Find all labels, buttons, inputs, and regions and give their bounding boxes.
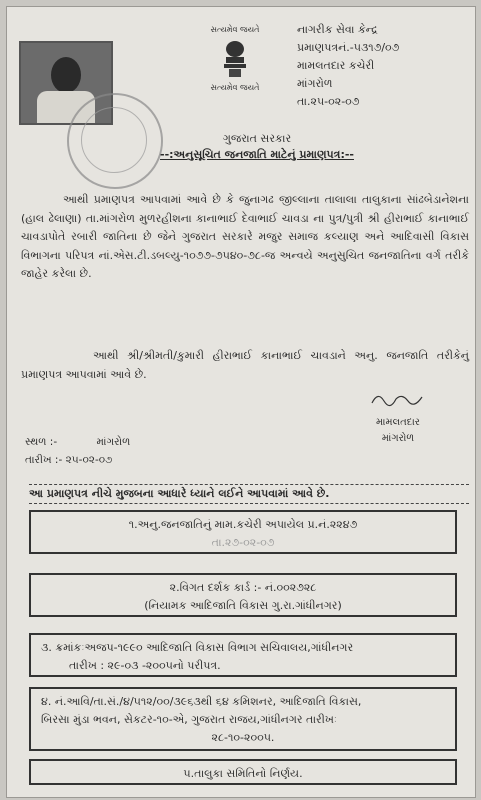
basis-heading: આ પ્રમાણપત્ર નીચે મુજબના આધારે ધ્યાને લઈને આપવામાં આવે છે. <box>29 484 469 504</box>
government-name: ગુજરાત સરકાર <box>222 132 292 145</box>
date-value: ૨૫-૦૨-૦૭ <box>65 454 113 466</box>
item-2-line-2: (નિયામક આદિજાતિ વિકાસ ગુ.રા.ગાંધીનગર) <box>144 599 342 612</box>
basis-item-4 <box>29 687 457 751</box>
signatory-title: મામલતદાર <box>376 417 420 428</box>
state-emblem <box>195 25 275 93</box>
issue-date: તા.૨૫-૦૨-૦૭ <box>297 95 360 108</box>
date-label: તારીખ :- <box>25 454 63 466</box>
basis-item-3 <box>29 633 457 677</box>
certificate-title: --:અનુસૂચિત જનજાતિ માટેનું પ્રમાણપત્ર:-- <box>160 148 354 161</box>
certificate-number: પ્રમાણપત્રનં.-૫૩૧૭/૦૭ <box>297 41 400 54</box>
signature-block <box>343 389 453 447</box>
title-block <box>107 131 407 163</box>
certificate-body <box>21 191 469 284</box>
place-label: સ્થળ :- <box>25 436 58 448</box>
signature-scrawl <box>368 389 428 409</box>
item-4-line-1: ૪. નં.આવિ/તા.સં./૪/૫૧૨/૦૦/૩૯૬૩થી ૬૪ કમિશનર, આદિજાતિ વિકાસ, <box>41 695 362 708</box>
body-paragraph-2: આથી શ્રી/શ્રીમતી/કુમારી હીરાભાઈ કાનાભાઈ ચાવડાને અનુ. જનજાતિ તરીકેનું પ્રમાણપત્ર આપવામાં આવે છે. <box>21 349 469 381</box>
lion-capital-icon <box>220 39 250 79</box>
item-4-line-2: બિરસા મુંડા ભવન, સેકટર-૧૦-એ, ગુજરાત રાજય,ગાંધીનગર તારીખઃ <box>41 713 338 726</box>
basis-item-1 <box>29 510 457 554</box>
item-3-line-1: ૩. ક્રમાંકઃઅજપ-૧૯૯૦ આદિજાતિ વિકાસ વિભાગ સચિવાલય,ગાંધીનગર <box>41 641 354 654</box>
emblem-caption: સત્યમેવ જયતે <box>210 83 260 92</box>
item-1-line-1: ૧.અનુ.જનજાતિનું મામ.કચેરી અપાયેલ પ્ર.નં.૨૨૪૭ <box>128 518 358 531</box>
body-paragraph-1: આથી પ્રમાણપત્ર આપવામાં આવે છે કે જુનાગઢ જીલ્લાના તાલાલા તાલુકાના સાંઢબેડાનેશના (હાલ ઢેલાણા) તા.માંગરોળ મુળરહીશના કાનાભાઈ દેવાભાઈ ચાવડા ના પુત્ર/પુત્રી શ્રી હીરાભાઈ કાનાભાઈ ચાવડાપોતે રબારી જાતિના છે જેને ગુજરાત સરકારે મજુર સમાજ કલ્યાણ અને આદિવાસી વિકાસ વિભાગના પરિપત્ર નાં.એસ.ટી.ડબલ્યુ-૧૦૭૭-૭૫૪૦-૭૮-જ અન્વયે અનુસુચિત જનજાતિના વર્ગ તરીકે જાહેર કરેલા છે. <box>21 193 469 280</box>
taluka-name: માંગરોળ <box>297 77 333 90</box>
basis-item-5: ૫.તાલુકા સમિતિનો નિર્ણય. <box>29 759 457 785</box>
service-center: નાગરીક સેવા કેન્દ્ર <box>297 23 378 36</box>
item-3-line-2: તારીખ : ૨૯-૦૩ -૨૦૦૫નો પરીપત્ર. <box>69 659 221 672</box>
office-name: મામલતદાર કચેરી <box>297 59 375 72</box>
basis-item-2 <box>29 573 457 617</box>
header-right-block <box>297 21 399 111</box>
signatory-place: માંગરોળ <box>381 433 415 444</box>
place-date-block <box>25 433 130 469</box>
photo-head <box>51 57 81 93</box>
item-4-line-3: ૨૮-૧૦-૨૦૦૫. <box>211 731 275 744</box>
item-2-line-1: ૨.વિગત દર્શક કાર્ડ :- નં.૦૦૨૭૨૮ <box>169 581 317 594</box>
item-1-line-2: તા.૨૭-૦૨-૦૭ <box>211 536 275 549</box>
emblem-motto-top: સત્યમેવ જયતે <box>210 25 260 34</box>
place-value: માંગરોળ <box>96 436 131 448</box>
certificate-page <box>6 6 476 798</box>
certificate-grant <box>21 347 469 384</box>
